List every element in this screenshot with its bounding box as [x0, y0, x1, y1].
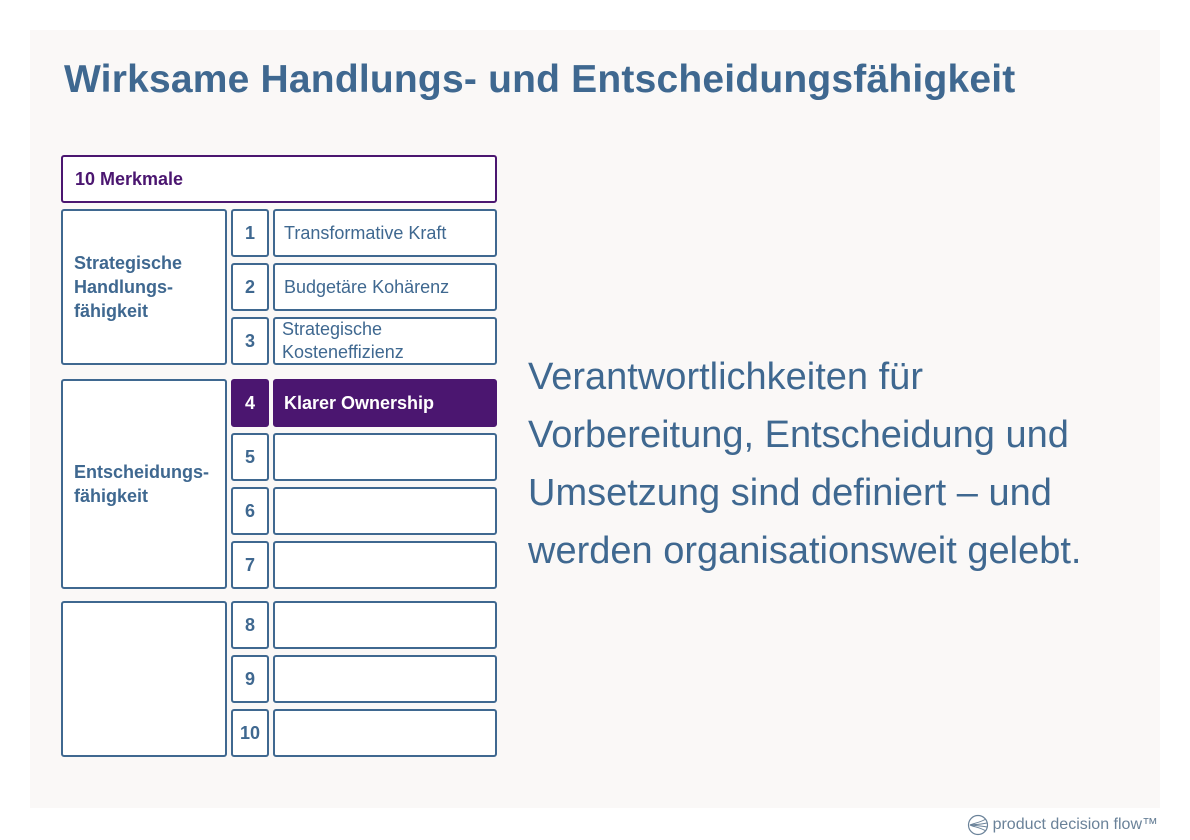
- item-label: [273, 209, 497, 257]
- item-number: 8: [231, 601, 269, 649]
- slide: [30, 30, 1160, 808]
- item-label: [273, 541, 497, 589]
- item-number: 3: [231, 317, 269, 365]
- item-number: 5: [231, 433, 269, 481]
- item-label-text: Transformative Kraft: [284, 222, 447, 243]
- group-strategische-handlungsfaehigkeit: [61, 209, 227, 365]
- brand-text: product decision flow™: [992, 816, 1158, 833]
- merkmale-header: [61, 155, 497, 203]
- slide-title: Wirksame Handlungs- und Entscheidungsfähigkeit: [64, 58, 1016, 101]
- item-number: 2: [231, 263, 269, 311]
- item-label: [273, 655, 497, 703]
- item-label: [273, 433, 497, 481]
- item-label: [273, 601, 497, 649]
- item-label-text: Klarer Ownership: [284, 392, 435, 413]
- item-label: [273, 317, 497, 365]
- item-number: 7: [231, 541, 269, 589]
- group-entscheidungsfaehigkeit: [61, 379, 227, 589]
- item-number-highlighted: 4: [231, 379, 269, 427]
- item-number: 9: [231, 655, 269, 703]
- item-label-highlighted: [273, 379, 497, 427]
- brand-footer: [967, 814, 1158, 836]
- group-label: Strategische Handlungs- fähigkeit: [74, 253, 183, 321]
- item-label-text: Strategische Kosteneffizienz: [282, 319, 404, 362]
- item-label-text: Budgetäre Kohärenz: [284, 276, 450, 297]
- group-third: [61, 601, 227, 757]
- item-label: [273, 263, 497, 311]
- item-label: [273, 709, 497, 757]
- group-label: Entscheidungs- fähigkeit: [74, 462, 210, 506]
- item-label: [273, 487, 497, 535]
- product-decision-flow-logo-icon: [967, 814, 989, 836]
- item-number: 1: [231, 209, 269, 257]
- item-number: 6: [231, 487, 269, 535]
- merkmale-header-label: 10 Merkmale: [75, 168, 184, 189]
- merkmal-description: Verantwortlichkeiten für Vorbereitung, Entscheidung und Umsetzung sind definiert – und werden organisationsweit gelebt.: [528, 356, 1082, 572]
- item-number: 10: [231, 709, 269, 757]
